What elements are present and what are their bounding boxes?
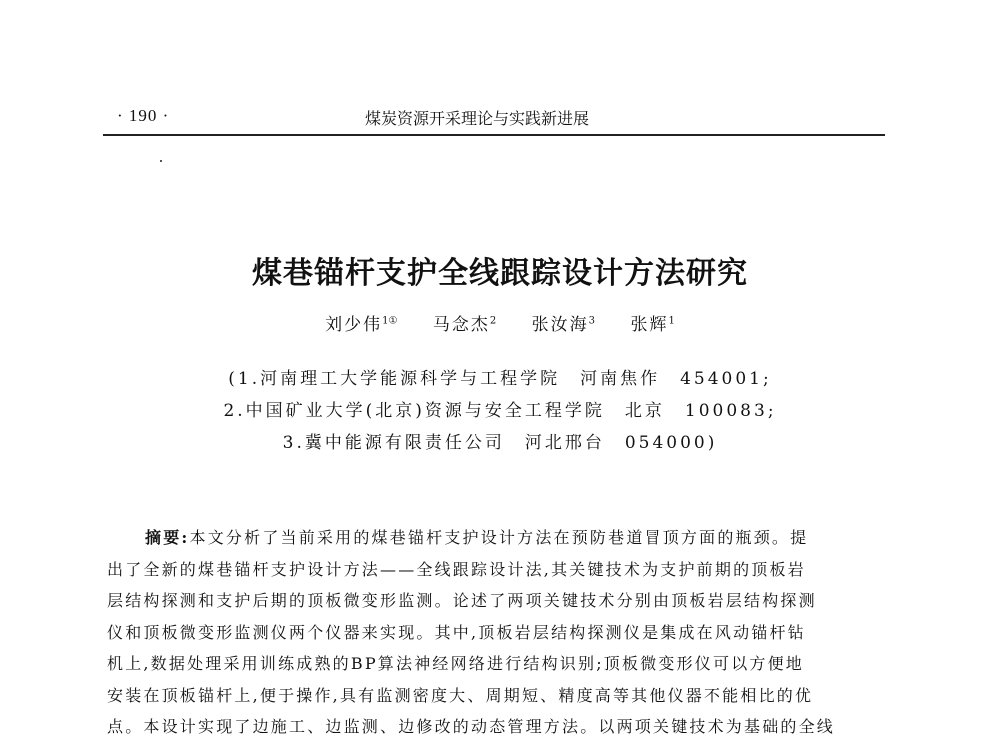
abstract-line: 安装在顶板锚杆上,便于操作,具有监测密度大、周期短、精度高等其他仪器不能相比的优 <box>107 685 814 705</box>
abstract-label: 摘要: <box>145 528 190 547</box>
page-number: · 190 · <box>117 106 170 125</box>
abstract-line: 出了全新的煤巷锚杆支护设计方法——全线跟踪设计法,其关键技术为支护前期的顶板岩 <box>107 559 806 579</box>
scan-speck <box>160 160 162 162</box>
author-list <box>0 310 1000 335</box>
affiliation-3: 3.冀中能源有限责任公司 河北邢台 054000) <box>282 433 718 453</box>
running-title: 煤炭资源开采理论与实践新进展 <box>365 109 590 128</box>
abstract <box>107 522 887 743</box>
author: 马念杰$^2$ <box>432 315 497 335</box>
affiliation-2: 2.中国矿业大学(北京)资源与安全工程学院 北京 100083; <box>223 401 777 421</box>
affiliation-1: (1.河南理工大学能源科学与工程学院 河南焦作 454001; <box>228 369 772 389</box>
author: 张辉$^1$ <box>630 315 675 335</box>
paper-title: 煤巷锚杆支护全线跟踪设计方法研究 <box>252 256 748 291</box>
abstract-line: 机上,数据处理采用训练成熟的BP算法神经网络进行结构识别;顶板微变形仪可以方便地 <box>107 654 805 673</box>
abstract-line: 摘要:本文分析了当前采用的煤巷锚杆支护设计方法在预防巷道冒顶方面的瓶颈。提 <box>145 528 809 547</box>
author: 刘少伟$^{1①}$ <box>325 315 398 335</box>
abstract-line: 点。本设计实现了边施工、边监测、边修改的动态管理方法。以两项关键技术为基础的全线 <box>107 717 836 736</box>
author: 张汝海$^3$ <box>531 315 596 335</box>
abstract-line: 仪和顶板微变形监测仪两个仪器来实现。其中,顶板岩层结构探测仪是集成在风动锚杆钻 <box>107 622 806 642</box>
abstract-line: 层结构探测和支护后期的顶板微变形监测。论述了两项关键技术分别由顶板岩层结构探测 <box>107 591 817 610</box>
header-rule <box>103 134 885 136</box>
running-header <box>103 104 885 132</box>
